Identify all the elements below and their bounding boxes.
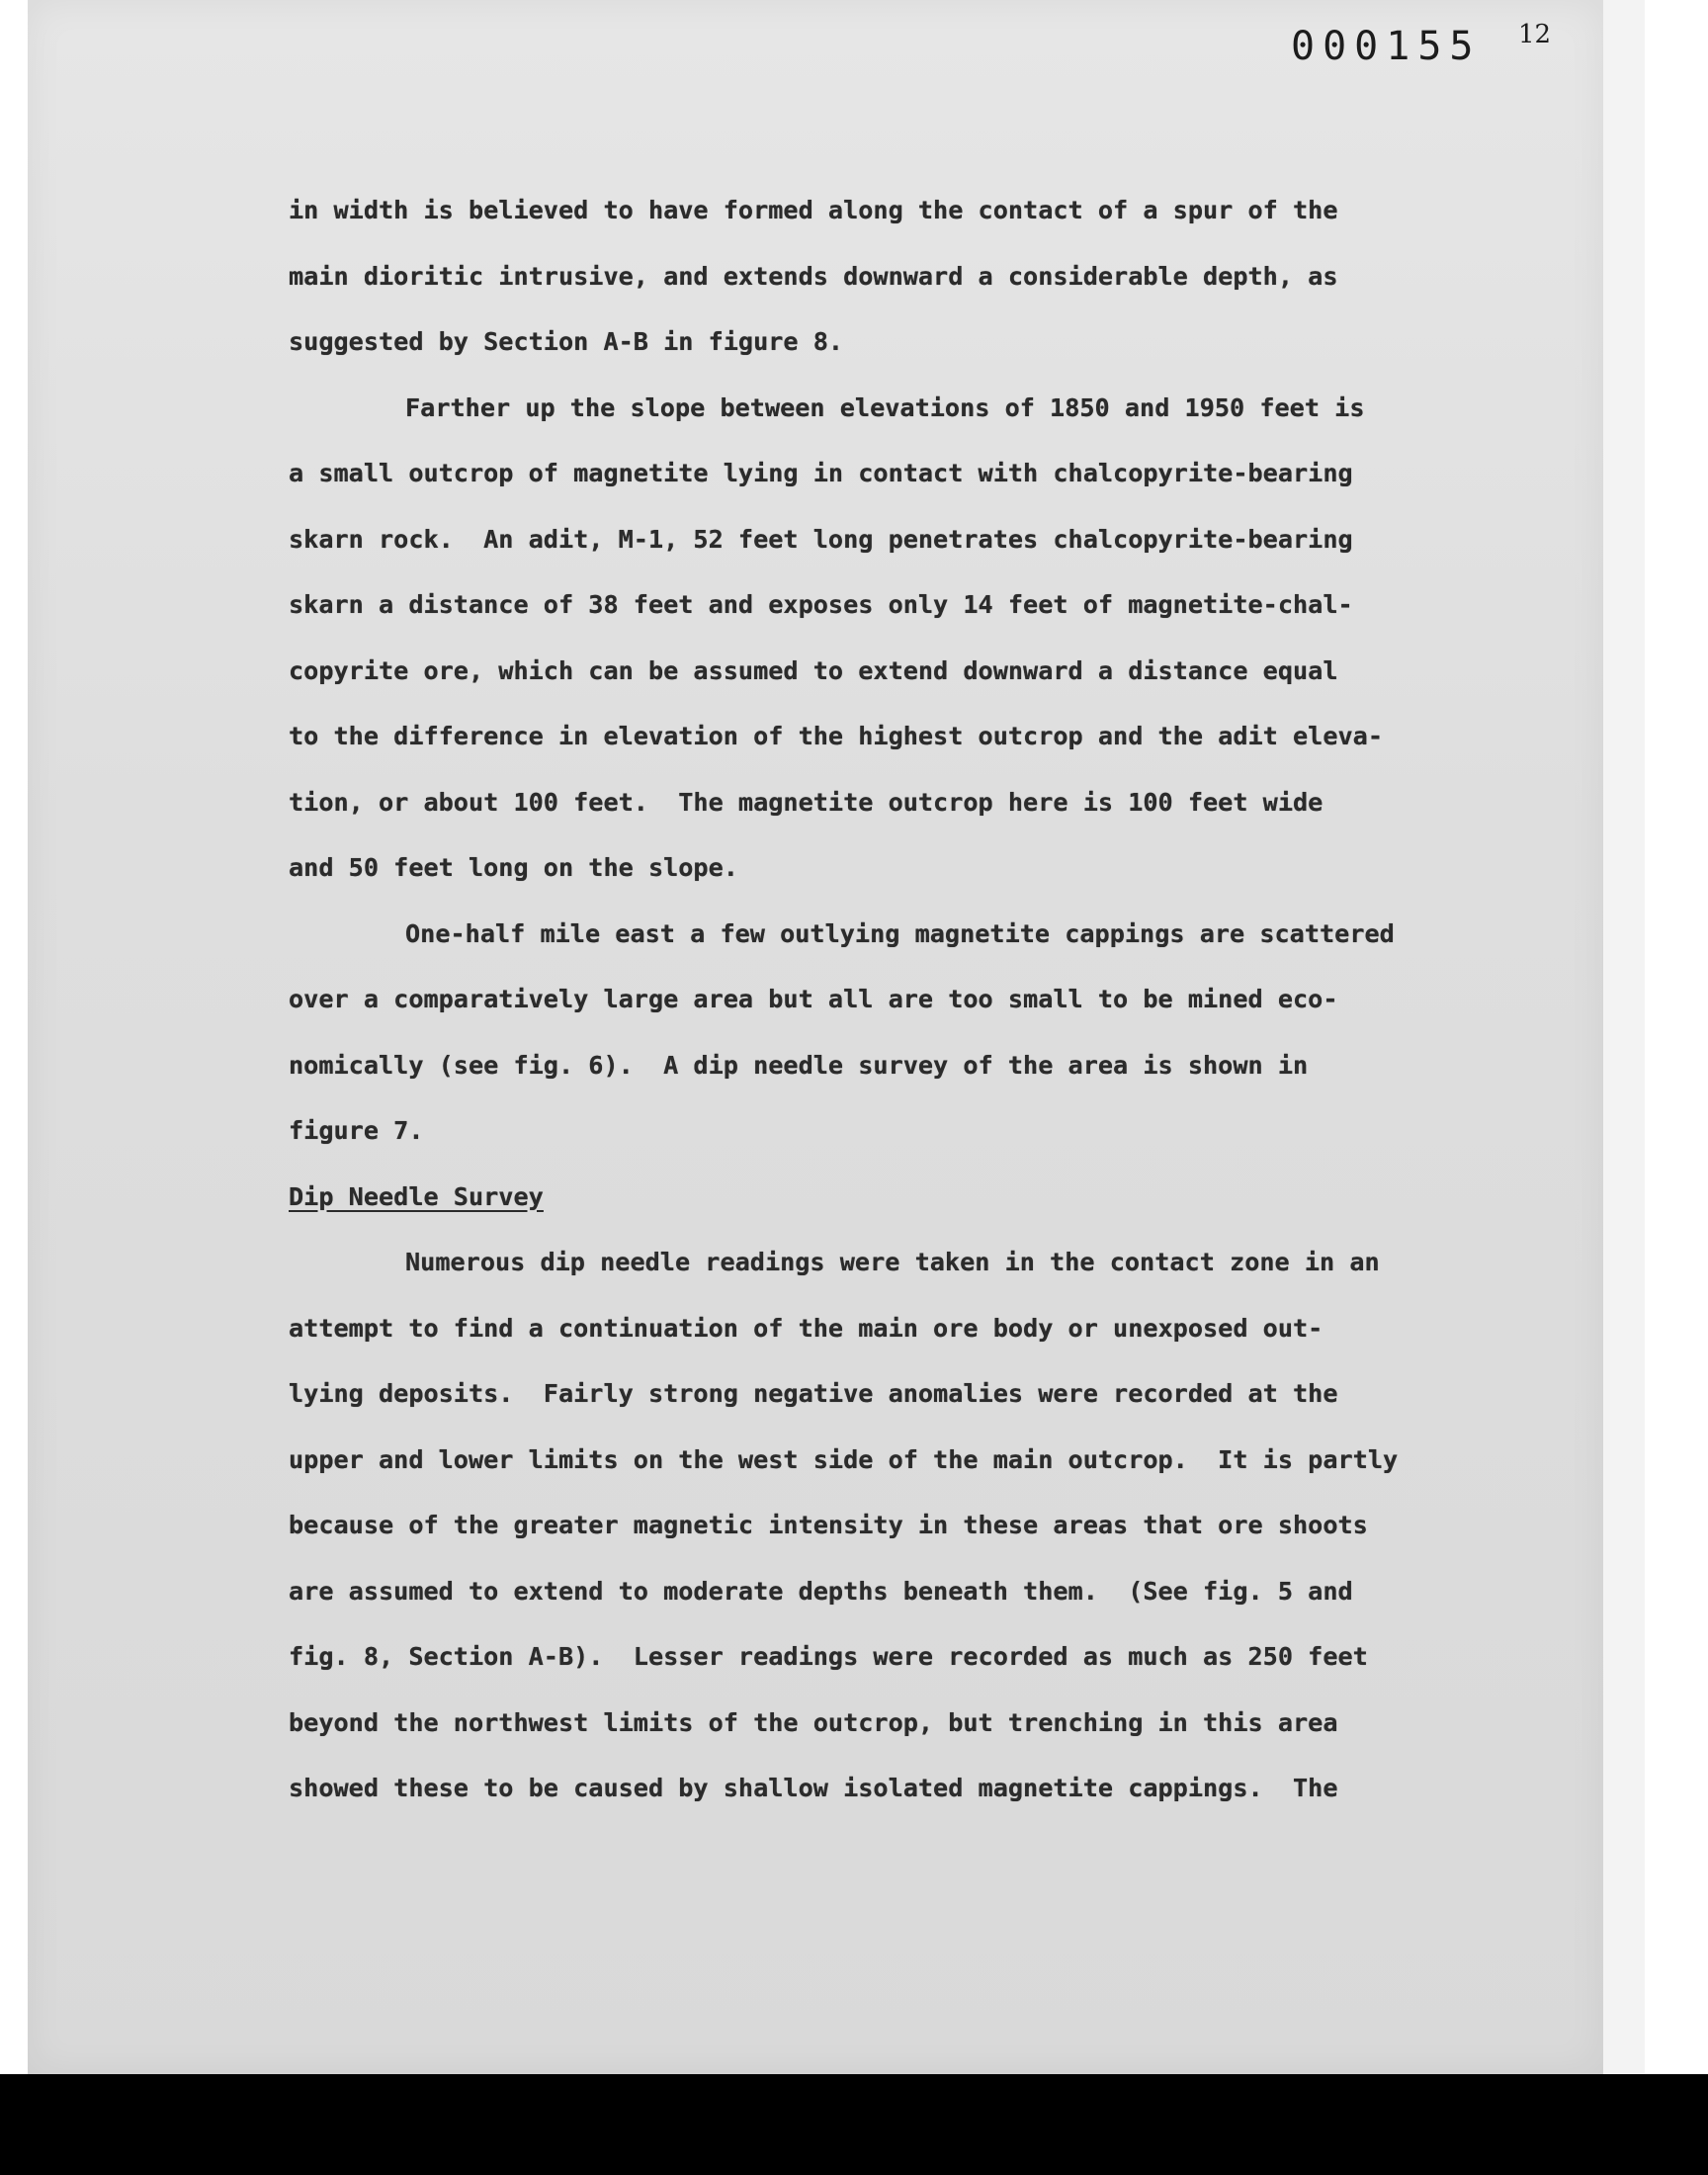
text-line: and 50 feet long on the slope. [289,853,738,882]
text-line: skarn a distance of 38 feet and exposes only 14 feet of magnetite-chal- [289,590,1353,619]
document-number: 000155 [1291,24,1482,69]
text-line: Farther up the slope between elevations of 1850 and 1950 feet is [405,392,1365,422]
paper-edge [1603,0,1645,2074]
text-line: main dioritic intrusive, and extends downward a considerable depth, as [289,261,1338,291]
text-line: attempt to find a continuation of the main ore body or unexposed out- [289,1313,1324,1343]
section-heading-text: Dip Needle Survey [289,1181,544,1211]
text-line: beyond the northwest limits of the outcrop, but trenching in this area [289,1707,1338,1737]
page-number: 12 [1518,20,1552,49]
text-line: showed these to be caused by shallow isolated magnetite cappings. The [289,1774,1338,1802]
section-heading [289,1165,1574,1231]
text-line: are assumed to extend to moderate depths beneath them. (See fig. 5 and [289,1576,1353,1606]
text-line: nomically (see fig. 6). A dip needle survey of the area is shown in [289,1050,1309,1080]
text-line: upper and lower limits on the west side of the main outcrop. It is partly [289,1444,1399,1474]
text-line: suggested by Section A-B in figure 8. [289,327,844,356]
text-line: One-half mile east a few outlying magnetite cappings are scattered [405,918,1395,948]
text-line: over a comparatively large area but all are too small to be mined eco- [289,985,1338,1013]
text-line: Numerous dip needle readings were taken in the contact zone in an [405,1248,1380,1276]
text-line: tion, or about 100 feet. The magnetite outcrop here is 100 feet wide [289,787,1324,817]
text-line: to the difference in elevation of the highest outcrop and the adit eleva- [289,722,1383,750]
scan-bottom-border [0,2074,1708,2175]
text-line: figure 7. [289,1116,424,1145]
text-line: because of the greater magnetic intensity in these areas that ore shoots [289,1511,1368,1539]
text-line: fig. 8, Section A-B). Lesser readings were recorded as much as 250 feet [289,1642,1368,1671]
text-line: a small outcrop of magnetite lying in contact with chalcopyrite-bearing [289,459,1353,487]
text-line: copyrite ore, which can be assumed to extend downward a distance equal [289,655,1338,685]
text-line: in width is believed to have formed along the contact of a spur of the [289,196,1338,224]
text-line: lying deposits. Fairly strong negative anomalies were recorded at the [289,1379,1338,1408]
body-text [289,178,1574,1822]
text-line: skarn rock. An adit, M-1, 52 feet long penetrates chalcopyrite-bearing [289,524,1353,554]
